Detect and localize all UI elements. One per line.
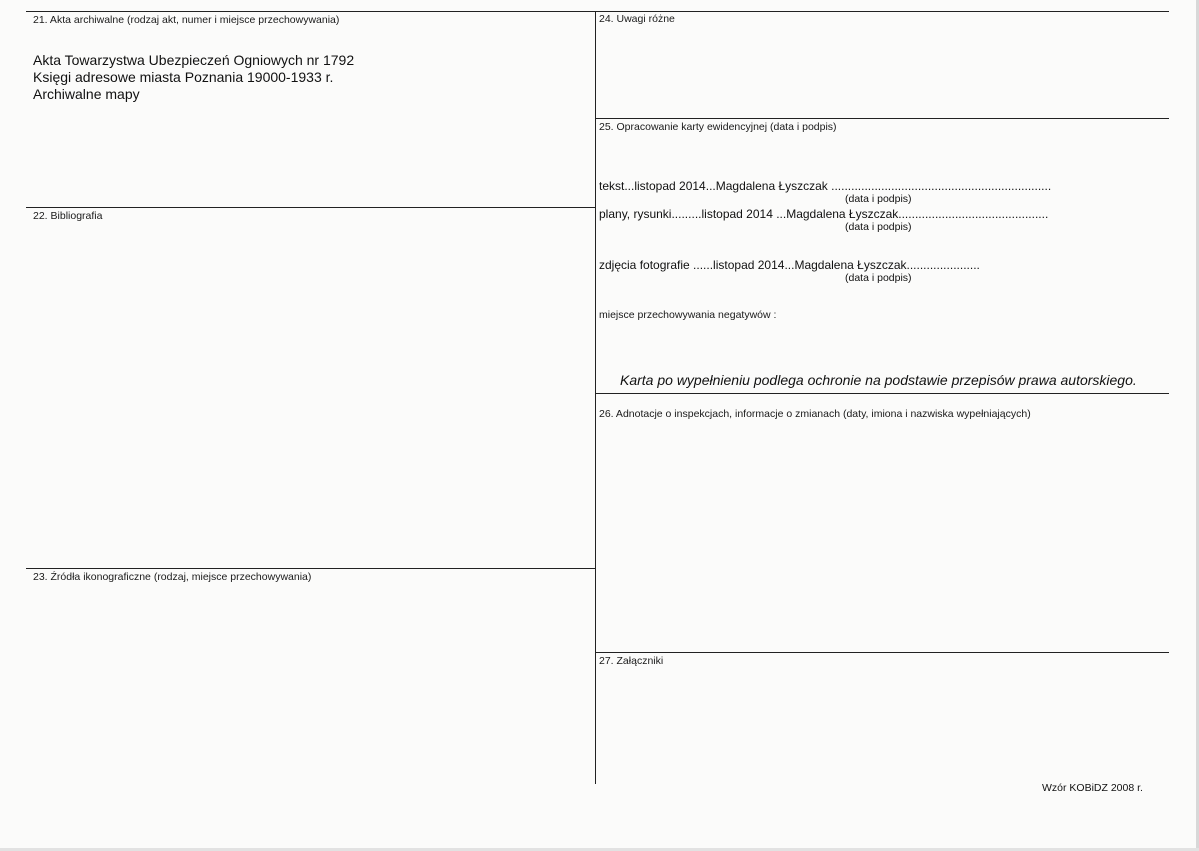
section-22-label: 22. Bibliografia bbox=[33, 210, 103, 222]
top-border-left bbox=[26, 11, 596, 12]
section-21-label: 21. Akta archiwalne (rodzaj akt, numer i miejsce przechowywania) bbox=[33, 14, 340, 26]
section-21-line-2: Księgi adresowe miasta Poznania 19000-1933 r. bbox=[33, 69, 334, 85]
signature-tekst-caption: (data i podpis) bbox=[845, 193, 912, 205]
signature-tekst: tekst...listopad 2014...Magdalena Łyszczak .................................................................. bbox=[599, 179, 1052, 193]
section-23-rule bbox=[26, 568, 596, 569]
section-25-rule bbox=[595, 118, 1169, 119]
signature-plany: plany, rysunki.........listopad 2014 ...Magdalena Łyszczak............................................. bbox=[599, 207, 1049, 221]
top-border-right bbox=[595, 11, 1169, 12]
section-22-rule bbox=[26, 207, 596, 208]
section-21-line-1: Akta Towarzystwa Ubezpieczeń Ogniowych nr 1792 bbox=[33, 52, 355, 68]
section-25-label: 25. Opracowanie karty ewidencyjnej (data i podpis) bbox=[599, 121, 837, 133]
section-27-label: 27. Załączniki bbox=[599, 655, 664, 667]
copyright-notice: Karta po wypełnieniu podlega ochronie na podstawie przepisów prawa autorskiego. bbox=[620, 372, 1137, 388]
section-21-line-3: Archiwalne mapy bbox=[33, 86, 140, 102]
section-23-label: 23. Źródła ikonograficzne (rodzaj, miejsce przechowywania) bbox=[33, 571, 312, 583]
negatives-storage-label: miejsce przechowywania negatywów : bbox=[599, 309, 777, 321]
signature-plany-caption: (data i podpis) bbox=[845, 221, 912, 233]
section-24-label: 24. Uwagi różne bbox=[599, 13, 675, 25]
column-divider bbox=[595, 11, 596, 784]
form-template-footer: Wzór KOBiDZ 2008 r. bbox=[1042, 782, 1143, 794]
section-27-rule bbox=[595, 652, 1169, 653]
section-26-label: 26. Adnotacje o inspekcjach, informacje o zmianach (daty, imiona i nazwiska wypełniających) bbox=[599, 408, 1031, 420]
signature-zdjecia: zdjęcia fotografie ......listopad 2014...Magdalena Łyszczak...................... bbox=[599, 258, 980, 272]
section-26-rule bbox=[595, 393, 1169, 394]
signature-zdjecia-caption: (data i podpis) bbox=[845, 272, 912, 284]
